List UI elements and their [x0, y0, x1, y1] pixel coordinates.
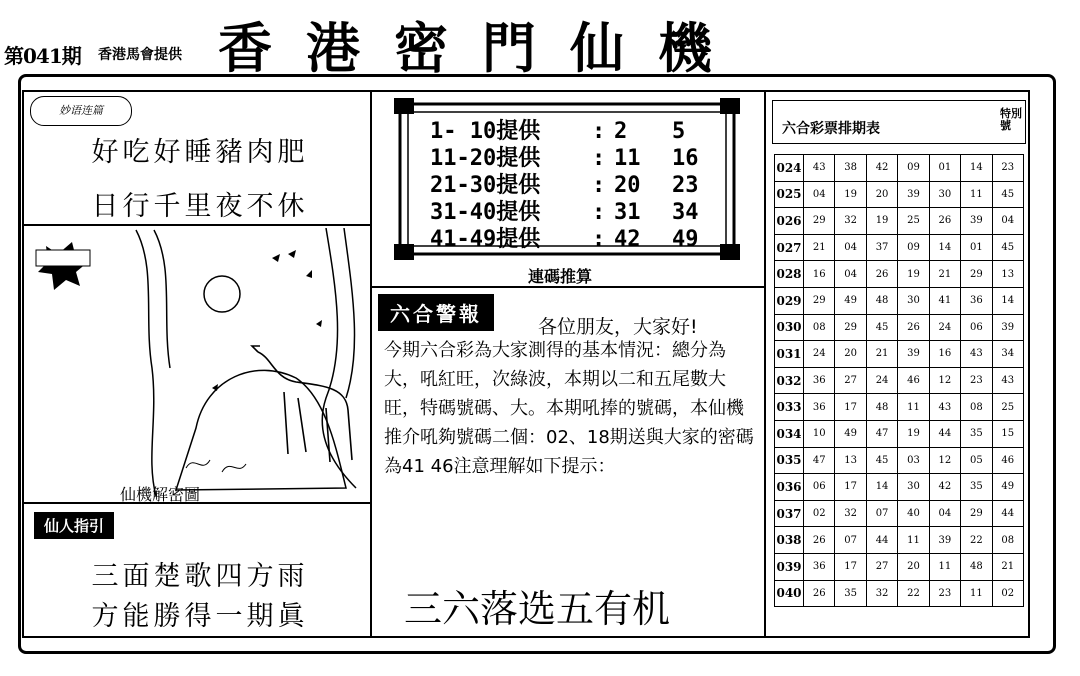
- number-cell: 01: [961, 234, 992, 261]
- number-cell: 15: [992, 420, 1023, 447]
- number-cell: 06: [961, 314, 992, 341]
- number-cell: 19: [898, 420, 929, 447]
- period-cell: 035: [775, 447, 804, 474]
- number-cell: 03: [898, 447, 929, 474]
- number-cell: 29: [961, 261, 992, 288]
- number-cell: 26: [929, 208, 960, 235]
- number-cell: 09: [898, 155, 929, 182]
- deer-illustration: [26, 228, 366, 500]
- period-cell: 032: [775, 367, 804, 394]
- table-row: [775, 208, 1024, 235]
- number-cell: 23: [929, 580, 960, 607]
- number-cell: 16: [929, 341, 960, 368]
- number-cell: 39: [929, 527, 960, 554]
- number-cell: 12: [929, 447, 960, 474]
- ranges-list: [430, 118, 699, 253]
- period-cell: 034: [775, 420, 804, 447]
- number-cell: 09: [898, 234, 929, 261]
- number-cell: 02: [992, 580, 1023, 607]
- number-cell: 42: [929, 474, 960, 501]
- number-cell: 46: [898, 367, 929, 394]
- period-cell: 028: [775, 261, 804, 288]
- number-cell: 01: [929, 155, 960, 182]
- number-cell: 26: [866, 261, 897, 288]
- number-cell: 46: [992, 447, 1023, 474]
- number-cell: 08: [992, 527, 1023, 554]
- number-cell: 20: [835, 341, 866, 368]
- number-cell: 32: [866, 580, 897, 607]
- number-cell: 13: [992, 261, 1023, 288]
- number-cell: 08: [961, 394, 992, 421]
- number-cell: 39: [992, 314, 1023, 341]
- table-row: [775, 287, 1024, 314]
- number-cell: 29: [961, 500, 992, 527]
- number-cell: 48: [866, 394, 897, 421]
- number-cell: 17: [835, 553, 866, 580]
- number-cell: 22: [898, 580, 929, 607]
- table-row: [775, 261, 1024, 288]
- table-row: [775, 341, 1024, 368]
- number-cell: 43: [929, 394, 960, 421]
- number-cell: 10: [804, 420, 835, 447]
- number-cell: 04: [835, 261, 866, 288]
- results-table: [774, 154, 1024, 607]
- table-row: [775, 367, 1024, 394]
- number-cell: 12: [929, 367, 960, 394]
- table-row: [775, 181, 1024, 208]
- number-cell: 49: [835, 420, 866, 447]
- range-row: 21-30提供 : 20 23: [430, 173, 699, 198]
- number-cell: 24: [929, 314, 960, 341]
- number-cell: 45: [866, 447, 897, 474]
- number-cell: 36: [804, 553, 835, 580]
- number-cell: 49: [835, 287, 866, 314]
- slogan: 三六落选五有机: [404, 587, 671, 631]
- number-cell: 21: [804, 234, 835, 261]
- tag-badge: 妙语连篇: [30, 96, 132, 126]
- range-row: 11-20提供 : 11 16: [430, 146, 699, 171]
- number-cell: 30: [898, 474, 929, 501]
- table-row: [775, 155, 1024, 182]
- number-cell: 35: [835, 580, 866, 607]
- period-cell: 029: [775, 287, 804, 314]
- number-cell: 40: [898, 500, 929, 527]
- number-cell: 04: [804, 181, 835, 208]
- number-cell: 43: [804, 155, 835, 182]
- number-cell: 11: [961, 580, 992, 607]
- number-cell: 11: [961, 181, 992, 208]
- number-cell: 14: [961, 155, 992, 182]
- number-cell: 39: [961, 208, 992, 235]
- provider-label: 香港馬會提供: [98, 47, 182, 63]
- period-cell: 037: [775, 500, 804, 527]
- number-cell: 45: [866, 314, 897, 341]
- number-cell: 13: [835, 447, 866, 474]
- table-row: [775, 394, 1024, 421]
- number-cell: 08: [804, 314, 835, 341]
- number-cell: 25: [992, 394, 1023, 421]
- number-cell: 26: [804, 580, 835, 607]
- alert-label: 六合警報: [378, 294, 494, 331]
- number-cell: 25: [898, 208, 929, 235]
- table-row: [775, 527, 1024, 554]
- number-cell: 29: [804, 208, 835, 235]
- period-cell: 024: [775, 155, 804, 182]
- period-cell: 027: [775, 234, 804, 261]
- number-cell: 26: [804, 527, 835, 554]
- number-cell: 07: [835, 527, 866, 554]
- number-cell: 32: [835, 500, 866, 527]
- number-cell: 24: [804, 341, 835, 368]
- number-cell: 32: [835, 208, 866, 235]
- number-cell: 47: [804, 447, 835, 474]
- number-cell: 04: [835, 234, 866, 261]
- number-cell: 43: [992, 367, 1023, 394]
- number-cell: 20: [866, 181, 897, 208]
- picture-caption: 仙機解密圖: [120, 485, 201, 504]
- number-cell: 43: [961, 341, 992, 368]
- number-cell: 19: [835, 181, 866, 208]
- number-cell: 29: [804, 287, 835, 314]
- special-number-note: 特別號: [1000, 107, 1022, 132]
- number-cell: 07: [866, 500, 897, 527]
- column-divider-left: [370, 90, 372, 638]
- number-cell: 44: [992, 500, 1023, 527]
- table-row: [775, 553, 1024, 580]
- number-cell: 35: [961, 420, 992, 447]
- number-cell: 29: [835, 314, 866, 341]
- table-row: [775, 474, 1024, 501]
- left-divider-top: [22, 224, 370, 226]
- table-row: [775, 234, 1024, 261]
- number-cell: 23: [992, 155, 1023, 182]
- number-cell: 20: [898, 553, 929, 580]
- number-cell: 35: [961, 474, 992, 501]
- number-cell: 30: [898, 287, 929, 314]
- table-row: [775, 500, 1024, 527]
- number-cell: 42: [866, 155, 897, 182]
- range-row: 31-40提供 : 31 34: [430, 200, 699, 225]
- period-cell: 040: [775, 580, 804, 607]
- number-cell: 11: [898, 394, 929, 421]
- number-cell: 49: [992, 474, 1023, 501]
- issue-number: 第041期: [4, 44, 81, 68]
- number-cell: 05: [961, 447, 992, 474]
- section-label-guidance: 仙人指引: [34, 512, 114, 539]
- number-cell: 04: [929, 500, 960, 527]
- page-title: 香港密門仙機: [218, 17, 746, 80]
- number-cell: 48: [866, 287, 897, 314]
- period-cell: 036: [775, 474, 804, 501]
- number-cell: 14: [992, 287, 1023, 314]
- period-cell: 033: [775, 394, 804, 421]
- number-cell: 21: [866, 341, 897, 368]
- number-cell: 16: [804, 261, 835, 288]
- number-cell: 22: [961, 527, 992, 554]
- table-row: [775, 314, 1024, 341]
- table-row: [775, 420, 1024, 447]
- number-cell: 14: [866, 474, 897, 501]
- period-cell: 031: [775, 341, 804, 368]
- number-cell: 14: [929, 234, 960, 261]
- number-cell: 17: [835, 474, 866, 501]
- number-cell: 44: [929, 420, 960, 447]
- number-cell: 38: [835, 155, 866, 182]
- number-cell: 45: [992, 234, 1023, 261]
- period-cell: 026: [775, 208, 804, 235]
- number-cell: 39: [898, 341, 929, 368]
- ranges-caption: 連碼推算: [528, 267, 593, 286]
- number-cell: 36: [961, 287, 992, 314]
- number-cell: 04: [992, 208, 1023, 235]
- number-cell: 17: [835, 394, 866, 421]
- number-cell: 23: [961, 367, 992, 394]
- number-cell: 27: [835, 367, 866, 394]
- number-cell: 27: [866, 553, 897, 580]
- poem1-line2: 日行千里夜不休: [91, 191, 309, 222]
- number-cell: 21: [992, 553, 1023, 580]
- number-cell: 34: [992, 341, 1023, 368]
- number-cell: 39: [898, 181, 929, 208]
- table-title: 六合彩票排期表: [782, 121, 880, 137]
- number-cell: 41: [929, 287, 960, 314]
- table-row: [775, 580, 1024, 607]
- number-cell: 30: [929, 181, 960, 208]
- number-cell: 24: [866, 367, 897, 394]
- range-row: 1- 10提供 : 2 5: [430, 119, 686, 144]
- number-cell: 37: [866, 234, 897, 261]
- number-cell: 47: [866, 420, 897, 447]
- number-cell: 06: [804, 474, 835, 501]
- number-cell: 11: [929, 553, 960, 580]
- number-cell: 11: [898, 527, 929, 554]
- number-cell: 02: [804, 500, 835, 527]
- period-cell: 039: [775, 553, 804, 580]
- poem2-line2: 方能勝得一期眞: [91, 601, 309, 632]
- greeting: 各位朋友，大家好!: [538, 316, 698, 338]
- period-cell: 038: [775, 527, 804, 554]
- range-row: 41-49提供 : 42 49: [430, 227, 699, 252]
- number-cell: 45: [992, 181, 1023, 208]
- number-cell: 36: [804, 367, 835, 394]
- number-cell: 36: [804, 394, 835, 421]
- number-cell: 19: [866, 208, 897, 235]
- poem2-line1: 三面楚歌四方雨: [91, 561, 309, 592]
- number-cell: 21: [929, 261, 960, 288]
- table-row: [775, 447, 1024, 474]
- period-cell: 025: [775, 181, 804, 208]
- number-cell: 48: [961, 553, 992, 580]
- forecast-paragraph: 今期六合彩為大家測得的基本情況：總分為大，吼紅旺，次綠波，本期以二和五尾數大旺，特碼號碼、大。本期吼捧的號碼，本仙機推介吼夠號碼二個：02、18期送與大家的密碼為41 46注意理解如下提示：: [384, 340, 754, 477]
- number-cell: 26: [898, 314, 929, 341]
- poem1-line1: 好吃好睡豬肉肥: [91, 137, 309, 168]
- number-cell: 44: [866, 527, 897, 554]
- period-cell: 030: [775, 314, 804, 341]
- column-divider-right: [764, 90, 766, 638]
- number-cell: 19: [898, 261, 929, 288]
